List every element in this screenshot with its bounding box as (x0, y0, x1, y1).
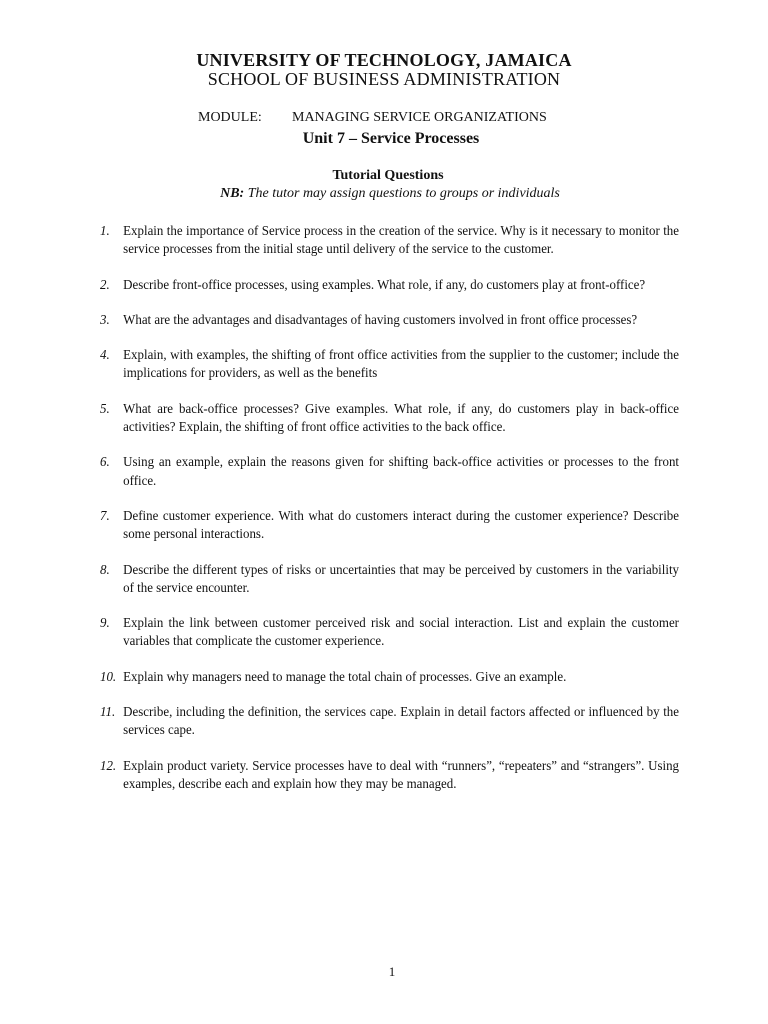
question-item (100, 507, 679, 544)
module-line (198, 110, 547, 126)
question-text: Describe, including the definition, the services cape. Explain in detail factors affected or influenced by the services cape. (123, 704, 679, 738)
question-text: Using an example, explain the reasons given for shifting back-office activities or processes to the front office. (123, 454, 679, 488)
question-item (100, 222, 679, 259)
page-number: 1 (388, 964, 396, 979)
question-number: 8. (100, 561, 110, 577)
question-item (100, 346, 679, 383)
question-item (100, 311, 679, 329)
question-number: 12. (100, 757, 117, 773)
question-item (100, 276, 679, 294)
tutorial-title: Tutorial Questions (332, 168, 444, 183)
school-title: SCHOOL OF BUSINESS ADMINISTRATION (207, 69, 561, 89)
question-text: Explain product variety. Service processes have to deal with “runners”, “repeaters” and “strangers”. Using examples, describe each and explain how they may be managed. (123, 757, 679, 791)
question-number: 10. (100, 668, 117, 684)
module-name: MANAGING SERVICE ORGANIZATIONS (292, 110, 547, 125)
question-item (100, 453, 679, 490)
question-list (100, 222, 700, 810)
question-item (100, 668, 679, 686)
question-text: What are back-office processes? Give examples. What role, if any, do customers play in back-office activities? Explain, the shifting of front office activities to the back office. (123, 400, 679, 435)
question-text: Explain the importance of Service process in the creation of the service. Why is it necessary to monitor the service processes from the initial stage until delivery of the service to the customer. (123, 223, 679, 257)
question-text: Explain, with examples, the shifting of front office activities from the supplier to the customer; include the implications for providers, as well as the benefits (123, 347, 679, 381)
question-number: 9. (100, 615, 110, 631)
question-item (100, 757, 679, 794)
question-number: 4. (100, 347, 110, 363)
question-number: 5. (100, 400, 110, 416)
question-text: Define customer experience. With what do customers interact during the customer experience? Describe some personal interactions. (123, 507, 679, 542)
question-number: 6. (100, 454, 110, 470)
question-number: 11. (100, 704, 116, 720)
question-text: Explain the link between customer perceived risk and social interaction. List and explain the customer variables that complicate the customer experience. (123, 615, 679, 649)
question-item (100, 400, 679, 437)
question-text: Describe the different types of risks or uncertainties that may be perceived by customers in the variability of the service encounter. (123, 561, 679, 595)
question-number: 3. (100, 311, 110, 327)
question-number: 2. (100, 276, 110, 292)
nb-label: NB: (220, 186, 245, 201)
question-item (100, 703, 679, 740)
university-title: UNIVERSITY OF TECHNOLOGY, JAMAICA (196, 50, 572, 70)
question-number: 1. (100, 223, 110, 238)
nb-text: The tutor may assign questions to groups or individuals (244, 186, 560, 201)
question-item (100, 561, 679, 598)
question-text: Explain why managers need to manage the total chain of processes. Give an example. (123, 668, 567, 684)
question-text: What are the advantages and disadvantages of having customers involved in front office processes? (123, 311, 638, 327)
question-item (100, 614, 679, 651)
unit-title: Unit 7 – Service Processes (302, 130, 480, 147)
question-text: Describe front-office processes, using examples. What role, if any, do customers play at front-office? (123, 276, 646, 292)
nb-note (0, 186, 768, 202)
question-number: 7. (100, 507, 110, 523)
module-label: MODULE: (198, 110, 262, 125)
